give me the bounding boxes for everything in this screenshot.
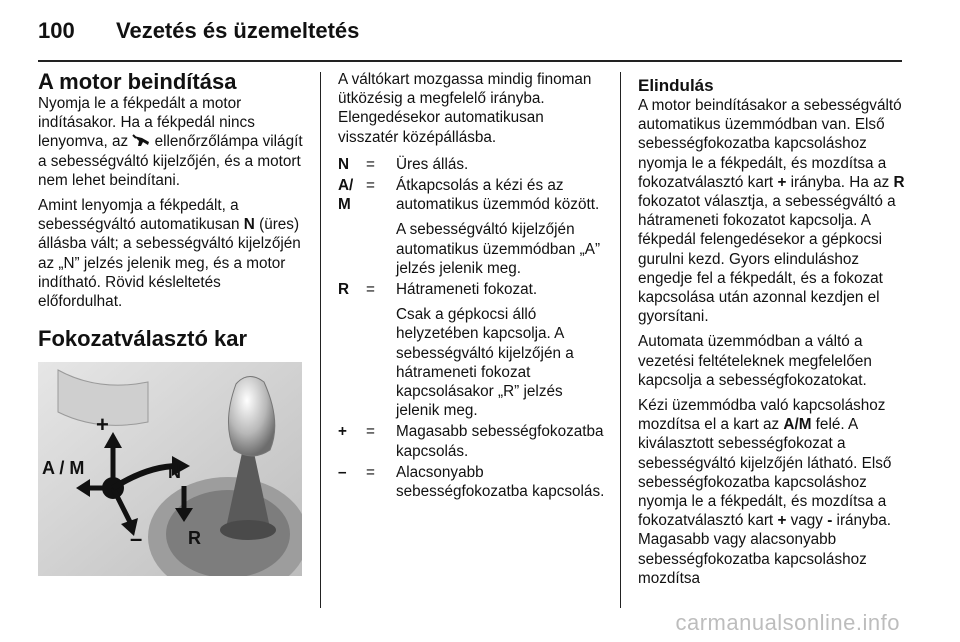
text-bold: R bbox=[893, 173, 905, 191]
gear-lever-drawing bbox=[38, 362, 302, 576]
definition-value bbox=[396, 280, 608, 420]
figure-label-plus: + bbox=[96, 412, 109, 437]
definition-eq: = bbox=[366, 423, 375, 441]
definition-value bbox=[396, 463, 608, 501]
definition-line: Átkapcsolás a kézi és az automatikus üzemmód között. bbox=[396, 177, 600, 214]
text-bold: - bbox=[827, 512, 833, 530]
definition-line: A sebességváltó kijelzőjén automatikus üzemmódban „A” jelzés jelenik meg. bbox=[396, 221, 601, 277]
text-segment: ellenőrzőlámpa világít a sebességváltó kijelzőjén, és a motort nem lehet beindítani. bbox=[38, 133, 303, 189]
column-2 bbox=[338, 70, 608, 503]
definition-eq: = bbox=[366, 281, 375, 299]
definition-value bbox=[396, 155, 608, 174]
text-bold: A/M bbox=[783, 416, 812, 434]
heading-selector-lever: Fokozatválasztó kar bbox=[38, 326, 248, 352]
definition-value bbox=[396, 176, 608, 278]
foot-brake-icon bbox=[132, 134, 150, 148]
paragraph-starting bbox=[638, 96, 906, 326]
figure-label-n: N bbox=[168, 462, 181, 482]
definition-key: N bbox=[338, 155, 350, 173]
definition-am bbox=[338, 176, 608, 278]
definition-r bbox=[338, 280, 608, 420]
definition-key: + bbox=[338, 423, 347, 441]
text-segment: felé. A kiválasztott sebességfokozat a sebességváltó kijelzőjén látható. Első sebességfokozatba kapcsoláshoz nyomja le a fékpedált, és mozdítsa a fokozatválasztó kart bbox=[638, 416, 892, 530]
definition-line: Csak a gépkocsi álló helyzetében kapcsolja. A sebességváltó kijelzőjén a hátrameneti fokozat kapcsolásakor „R” jelzés jelenik meg. bbox=[396, 306, 574, 420]
definition-key: A/M bbox=[338, 177, 354, 214]
figure-label-am: A / M bbox=[42, 458, 85, 478]
gear-lever-illustration bbox=[38, 362, 302, 576]
definition-eq: = bbox=[366, 463, 375, 481]
text-segment: Kézi üzemmódba való kapcsoláshoz mozdítsa el a kart az bbox=[638, 397, 886, 434]
definition-plus bbox=[338, 422, 608, 460]
text-segment: A motor beindításakor a sebességváltó automatikus üzemmódban van. Első sebességfokozatba kapcsoláshoz nyomja le a fékpedált, és mozdítsa a fokozatválasztó kart bbox=[638, 97, 902, 191]
column-3 bbox=[638, 70, 906, 594]
watermark: carmanualsonline.info bbox=[675, 610, 900, 635]
figure-label-minus: – bbox=[130, 526, 143, 551]
definition-key: R bbox=[338, 281, 350, 299]
paragraph-automatic: Automata üzemmódban a váltó a vezetési feltételeknek megfelelően kapcsolja a sebességfokozatokat. bbox=[638, 333, 872, 389]
heading-starting-off: Elindulás bbox=[638, 76, 714, 95]
definition-line: Üres állás. bbox=[396, 155, 469, 173]
figure-label-r: R bbox=[188, 528, 201, 548]
text-bold-n: N bbox=[243, 216, 255, 234]
definition-list bbox=[338, 155, 608, 501]
text-segment: Nyomja le a fékpedált a motor indításakor. Ha a fékpedál nincs lenyomva, az bbox=[38, 95, 255, 151]
definition-line: Magasabb sebességfokozatba kapcsolás. bbox=[396, 423, 604, 460]
text-segment: vagy bbox=[786, 512, 828, 530]
definition-line: Hátrameneti fokozat. bbox=[396, 281, 538, 299]
page-number: 100 bbox=[38, 18, 75, 43]
definition-line: Alacsonyabb sebességfokozatba kapcsolás. bbox=[396, 463, 605, 501]
paragraph-manual bbox=[638, 396, 906, 588]
column-divider-2 bbox=[620, 72, 621, 608]
definition-eq: = bbox=[366, 155, 375, 173]
column-divider-1 bbox=[320, 72, 321, 608]
paragraph-brake bbox=[38, 94, 304, 190]
text-segment: irányba. Magasabb vagy alacsonyabb sebességfokozatba kapcsoláshoz mozdítsa bbox=[638, 512, 891, 587]
definition-value bbox=[396, 422, 608, 460]
heading-engine-start: A motor beindítása bbox=[38, 69, 237, 94]
text-bold: + bbox=[777, 512, 787, 530]
text-segment: fokozatot választja, a sebességváltó a hátrameneti fokozatot kapcsolja. A fékpedál felengedésekor a gépkocsi gurulni kezd. Gyors elinduláshoz engedje fel a fékpedált, és a fokozat kapcsolása után azonnal kezdjen el gyorsítani. bbox=[638, 193, 896, 326]
column-1 bbox=[38, 70, 304, 361]
chapter-title: Vezetés és üzemeltetés bbox=[116, 18, 360, 43]
text-segment: irányba. Ha az bbox=[786, 173, 894, 191]
header-rule bbox=[38, 60, 902, 62]
definition-n bbox=[338, 155, 608, 174]
text-bold: + bbox=[777, 173, 787, 191]
definition-minus bbox=[338, 463, 608, 501]
text-segment: Amint lenyomja a fékpedált, a sebességváltó automatikusan bbox=[38, 197, 244, 234]
paragraph-neutral bbox=[38, 196, 304, 311]
paragraph-intro: A váltókart mozgassa mindig finoman ütközésig a megfelelő irányba. Elengedésekor automatikusan visszatér középállásba. bbox=[338, 71, 592, 146]
definition-key: – bbox=[338, 463, 347, 481]
text-segment: (üres) állásba vált; a sebességváltó kijelzőjén az „N” jelzés jelenik meg, és a motor indítható. Rövid késleltetés előfordulhat. bbox=[38, 216, 301, 311]
definition-eq: = bbox=[366, 177, 375, 195]
